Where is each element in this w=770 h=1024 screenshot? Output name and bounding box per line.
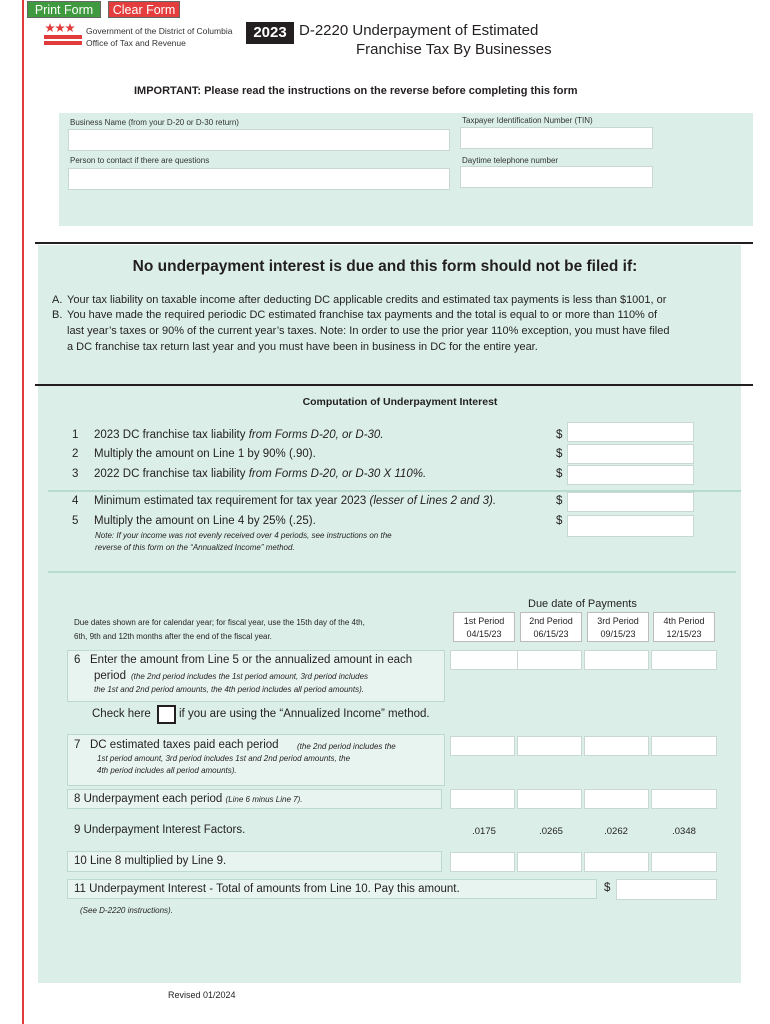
line-6-period-2-field[interactable] [517, 650, 582, 670]
line-11-total-field[interactable] [616, 879, 717, 900]
no-underpayment-heading: No underpayment interest is due and this form should not be filed if: [132, 258, 638, 275]
line-10-period-2-field[interactable] [517, 852, 582, 872]
currency-symbol: $ [556, 515, 563, 527]
line-11-text: 11 Underpayment Interest - Total of amounts from Line 10. Pay this amount. [74, 883, 460, 895]
period-3-header: 3rd Period 09/15/23 [587, 612, 649, 642]
agency-name: Government of the District of Columbia Office of Tax and Revenue [86, 26, 233, 48]
line-8-period-4-field[interactable] [651, 789, 717, 809]
period-1-factor: .0175 [472, 826, 496, 837]
section-divider [35, 242, 753, 244]
line-10-text: 10 Line 8 multiplied by Line 9. [74, 855, 227, 867]
condition-a: A. Your tax liability on taxable income after deducting DC applicable credits and estimated tax payments is less than $1001, or [52, 294, 667, 306]
line-7-period-1-field[interactable] [450, 736, 515, 756]
tin-label: Taxpayer Identification Number (TIN) [462, 116, 593, 125]
line-8-period-2-field[interactable] [517, 789, 582, 809]
phone-label: Daytime telephone number [462, 156, 559, 165]
annualized-note: Note: If your income was not evenly received over 4 periods, see instructions on the reverse of this form on the “Annualized Income” method. [95, 531, 392, 552]
due-date-heading: Due date of Payments [528, 598, 637, 610]
line-6-note: (the 2nd period includes the 1st period amount, 3rd period includes [131, 672, 369, 681]
tax-year-badge: 2023 [246, 22, 294, 44]
important-notice: IMPORTANT: Please read the instructions on the reverse before completing this form [134, 85, 578, 97]
line-3-amount-field[interactable] [567, 465, 694, 485]
clear-form-button[interactable]: Clear Form [108, 1, 180, 18]
check-here-label: if you are using the “Annualized Income” method. [179, 708, 430, 720]
currency-symbol: $ [604, 882, 611, 894]
contact-person-field[interactable] [68, 168, 450, 190]
line-7-period-3-field[interactable] [584, 736, 649, 756]
period-4-header: 4th Period 12/15/23 [653, 612, 715, 642]
line-7-note: (the 2nd period includes the [297, 742, 396, 751]
line-6-period-3-field[interactable] [584, 650, 649, 670]
currency-symbol: $ [556, 448, 563, 460]
period-3-factor: .0262 [604, 826, 628, 837]
form-title-line1: D-2220 Underpayment of Estimated [299, 22, 539, 39]
line-2-amount-field[interactable] [567, 444, 694, 464]
taxpayer-info-panel [59, 113, 753, 226]
computation-title: Computation of Underpayment Interest [302, 396, 498, 408]
business-name-label: Business Name (from your D-20 or D-30 return) [70, 118, 239, 127]
period-1-header: 1st Period 04/15/23 [453, 612, 515, 642]
form-title-line2: Franchise Tax By Businesses [356, 41, 552, 58]
period-4-factor: .0348 [672, 826, 696, 837]
currency-symbol: $ [556, 495, 563, 507]
currency-symbol: $ [556, 429, 563, 441]
line-10-period-4-field[interactable] [651, 852, 717, 872]
section-divider [35, 384, 753, 386]
annualized-income-checkbox[interactable] [157, 705, 176, 724]
revision-date: Revised 01/2024 [168, 990, 236, 1000]
line-7-note: 4th period includes all period amounts). [97, 766, 237, 775]
line-1-amount-field[interactable] [567, 422, 694, 442]
line-7-period-2-field[interactable] [517, 736, 582, 756]
check-here-label: Check here [92, 708, 151, 720]
contact-label: Person to contact if there are questions [70, 156, 210, 165]
line-6-note: the 1st and 2nd period amounts, the 4th period includes all period amounts). [94, 685, 364, 694]
line-10-period-1-field[interactable] [450, 852, 515, 872]
line-6-text: period [94, 670, 126, 682]
line-7-text: 7 DC estimated taxes paid each period [74, 739, 279, 751]
line-7-period-4-field[interactable] [651, 736, 717, 756]
line-divider [48, 571, 736, 573]
line-5-amount-field[interactable] [567, 515, 694, 537]
condition-b: B. You have made the required periodic DC estimated franchise tax payments and the total is equal to or more than 110% of last year’s taxes or 90% of the current year’s taxes. Note: In order to use the prior year 110% exception, you must have filed a DC franchise tax return last year and you must have been in business in DC for the entire year. [52, 309, 670, 353]
line-6-period-4-field[interactable] [651, 650, 717, 670]
dc-flag-logo-icon [44, 22, 82, 48]
line-10-period-3-field[interactable] [584, 852, 649, 872]
line-4-amount-field[interactable] [567, 492, 694, 512]
period-2-factor: .0265 [539, 826, 563, 837]
line-9-text: 9 Underpayment Interest Factors. [74, 824, 246, 836]
line-6-text: 6 Enter the amount from Line 5 or the annualized amount in each [74, 654, 413, 666]
period-2-header: 2nd Period 06/15/23 [520, 612, 582, 642]
phone-field[interactable] [460, 166, 653, 188]
line-7-note: 1st period amount, 3rd period includes 1st and 2nd period amounts, the [97, 754, 351, 763]
margin-line [22, 0, 24, 1024]
tin-field[interactable] [460, 127, 653, 149]
due-date-note: Due dates shown are for calendar year; for fiscal year, use the 15th day of the 4th, 6th, 9th and 12th months after the end of the fiscal year. [74, 618, 365, 641]
line-11-note: (See D-2220 instructions). [80, 906, 173, 915]
currency-symbol: $ [556, 468, 563, 480]
print-form-button[interactable]: Print Form [27, 1, 101, 18]
line-8-text: 8 Underpayment each period (Line 6 minus Line 7). [74, 793, 303, 805]
line-8-period-3-field[interactable] [584, 789, 649, 809]
business-name-field[interactable] [68, 129, 450, 151]
line-8-period-1-field[interactable] [450, 789, 515, 809]
